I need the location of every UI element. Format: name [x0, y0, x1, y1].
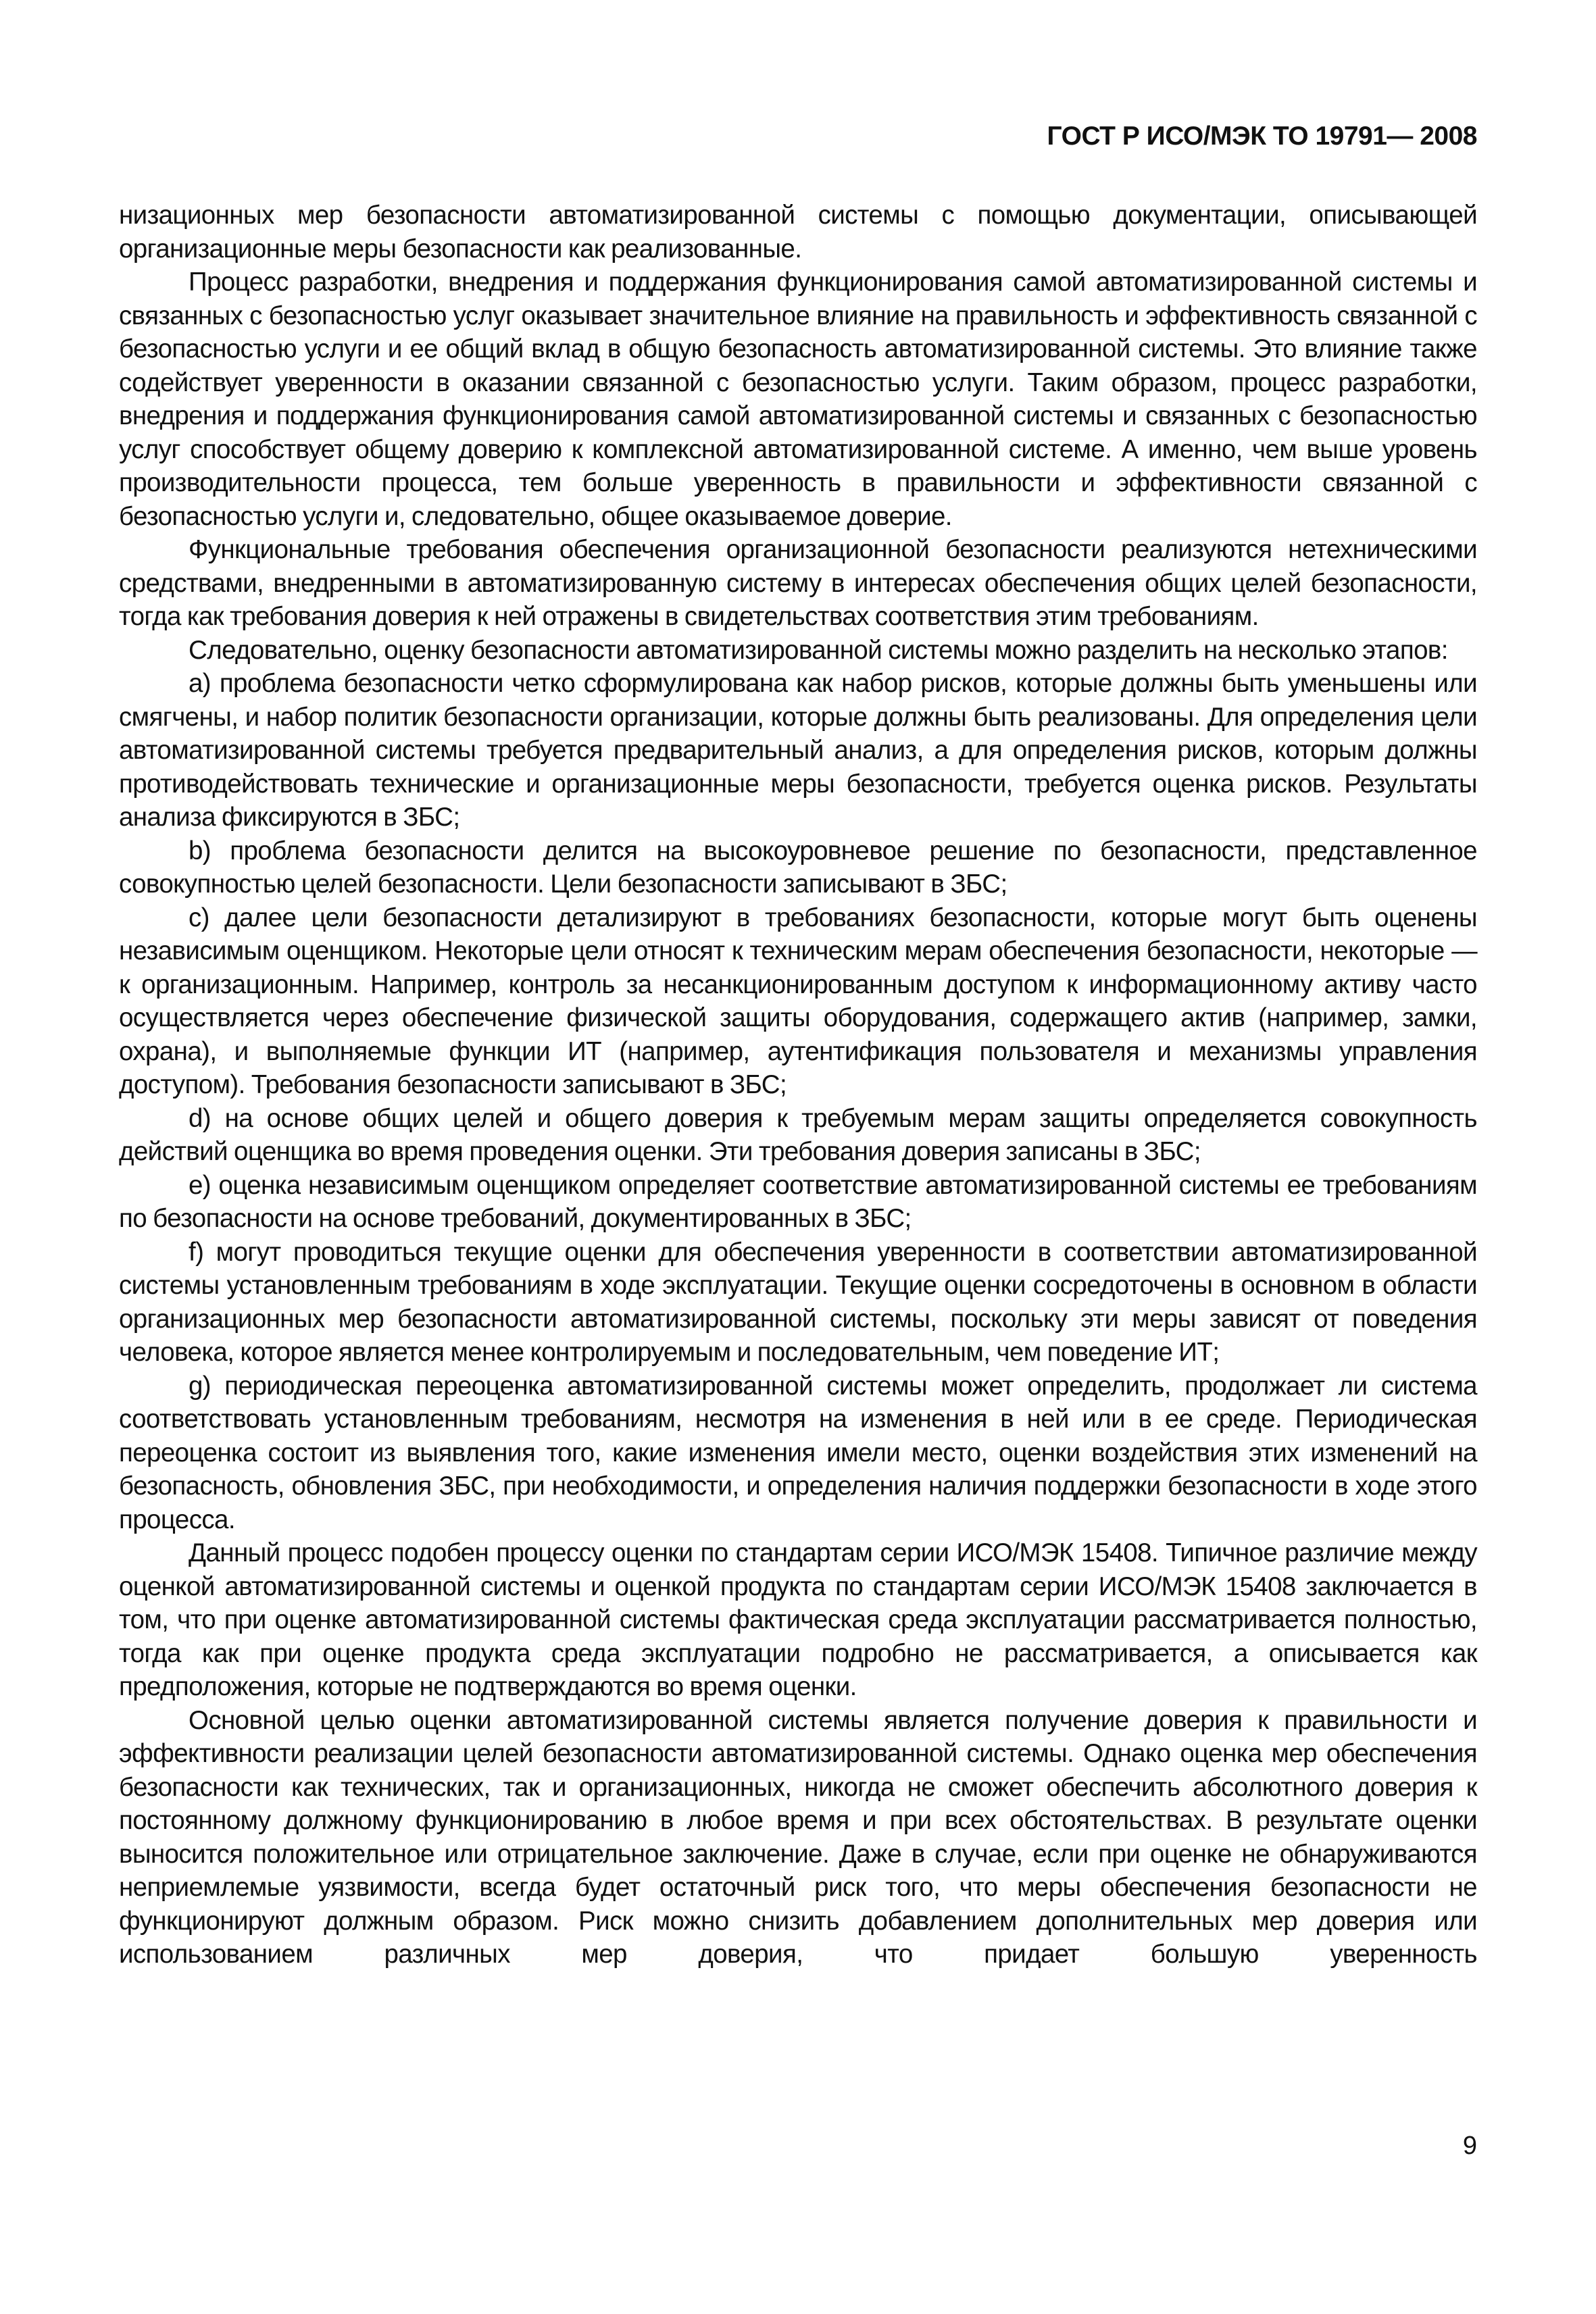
list-item-b: b) проблема безопасности делится на высокоуровневое решение по безопасности, представленное совокупностью целей безопасности. Цели безопасности записывают в ЗБС;: [119, 836, 1477, 899]
list-item-c: c) далее цели безопасности детализируют в требованиях безопасности, которые могут быть оценены независимым оценщиком. Некоторые цели относят к техническим мерам обеспечения безопасности, некоторые — к организационным. Например, контроль за несанкционированным доступом к информационному активу часто осуществляется через обеспечение физической защиты оборудования, содержащего актив (например, замки, охрана), и выполняемые функции ИТ (например, аутентификация пользователя и механизмы управления доступом). Требования безопасности записывают в ЗБС;: [119, 903, 1477, 1099]
paragraph-functional-requirements: Функциональные требования обеспечения организационной безопасности реализуются нетехническими средствами, внедренными в автоматизированную систему в интересах обеспечения общих целей безопасности, тогда как требования доверия к ней отражены в свидетельствах соответствия этим требованиям.: [119, 535, 1477, 631]
list-item-a: a) проблема безопасности четко сформулирована как набор рисков, которые должны быть уменьшены или смягчены, и набор политик безопасности организации, которые должны быть реализованы. Для определения цели автоматизированной системы требуется предварительный анализ, а для определения рисков, которым должны противодействовать технические и организационные меры безопасности, требуется оценка рисков. Результаты анализа фиксируются в ЗБС;: [119, 669, 1477, 832]
list-item-e: e) оценка независимым оценщиком определяет соответствие автоматизированной системы ее требованиям по безопасности на основе требований, документированных в ЗБС;: [119, 1170, 1477, 1233]
paragraph-comparison-iso15408: Данный процесс подобен процессу оценки по стандартам серии ИСО/МЭК 15408. Типичное различие между оценкой автоматизированной системы и оценкой продукта по стандартам серии ИСО/МЭК 15408 заключается в том, что при оценке автоматизированной системы фактическая среда эксплуатации рассматривается полностью, тогда как при оценке продукта среда эксплуатации подробно не рассматривается, а описывается как предположения, которые не подтверждаются во время оценки.: [119, 1538, 1477, 1701]
list-item-g: g) периодическая переоценка автоматизированной системы может определить, продолжает ли система соответствовать установленным требованиям, несмотря на изменения в ней или в ее среде. Периодическая переоценка состоит из выявления того, какие изменения имели место, оценки воздействия этих изменений на безопасность, обновления ЗБС, при необходимости, и определения наличия поддержки безопасности в ходе этого процесса.: [119, 1371, 1477, 1534]
list-item-d: d) на основе общих целей и общего доверия к требуемым мерам защиты определяется совокупность действий оценщика во время проведения оценки. Эти требования доверия записаны в ЗБС;: [119, 1103, 1477, 1166]
page-number: 9: [1462, 2132, 1477, 2160]
list-item-f: f) могут проводиться текущие оценки для обеспечения уверенности в соответствии автоматизированной системы установленным требованиям в ходе эксплуатации. Текущие оценки сосредоточены в основном в области организационных мер безопасности автоматизированной системы, поскольку эти меры зависят от поведения человека, которое является менее контролируемым и последовательным, чем поведение ИТ;: [119, 1237, 1477, 1367]
paragraph-development-process: Процесс разработки, внедрения и поддержания функционирования самой автоматизированной системы и связанных с безопасностью услуг оказывает значительное влияние на правильность и эффективность связанной с безопасностью услуги и ее общий вклад в общую безопасность автоматизированной системы. Это влияние также содействует уверенности в оказании связанной с безопасностью услуги. Таким образом, процесс разработки, внедрения и поддержания функционирования самой автоматизированной системы и связанных с безопасностью услуг способствует общему доверию к комплексной автоматизированной системе. А именно, чем выше уровень производительности процесса, тем больше уверенность в правильности и эффективности связанной с безопасностью услуги и, следовательно, общее оказываемое доверие.: [119, 268, 1477, 531]
paragraph-continuation: низационных мер безопасности автоматизированной системы с помощью документации, описывающей организационные меры безопасности как реализованные.: [119, 201, 1477, 263]
paragraph-main-goal: Основной целью оценки автоматизированной системы является получение доверия к правильности и эффективности реализации целей безопасности автоматизированной системы. Однако оценка мер обеспечения безопасности как технических, так и организационных, никогда не сможет обеспечить абсолютного доверия к постоянному должному функционированию в любое время и при всех обстоятельствах. В результате оценки выносится положительное или отрицательное заключение. Даже в случае, если при оценке не обнаруживаются неприемлемые уязвимости, всегда будет остаточный риск того, что меры обеспечения безопасности не функционируют должным образом. Риск можно снизить добавлением дополнительных мер доверия или использованием различных мер доверия, что придает большую уверенность: [119, 1705, 1477, 1969]
paragraph-evaluation-stages-intro: Следовательно, оценку безопасности автоматизированной системы можно разделить на несколько этапов:: [189, 635, 1448, 665]
page-header-doc-id: ГОСТ Р ИСО/МЭК ТО 19791— 2008: [1047, 122, 1477, 151]
document-body: [119, 199, 1477, 1971]
